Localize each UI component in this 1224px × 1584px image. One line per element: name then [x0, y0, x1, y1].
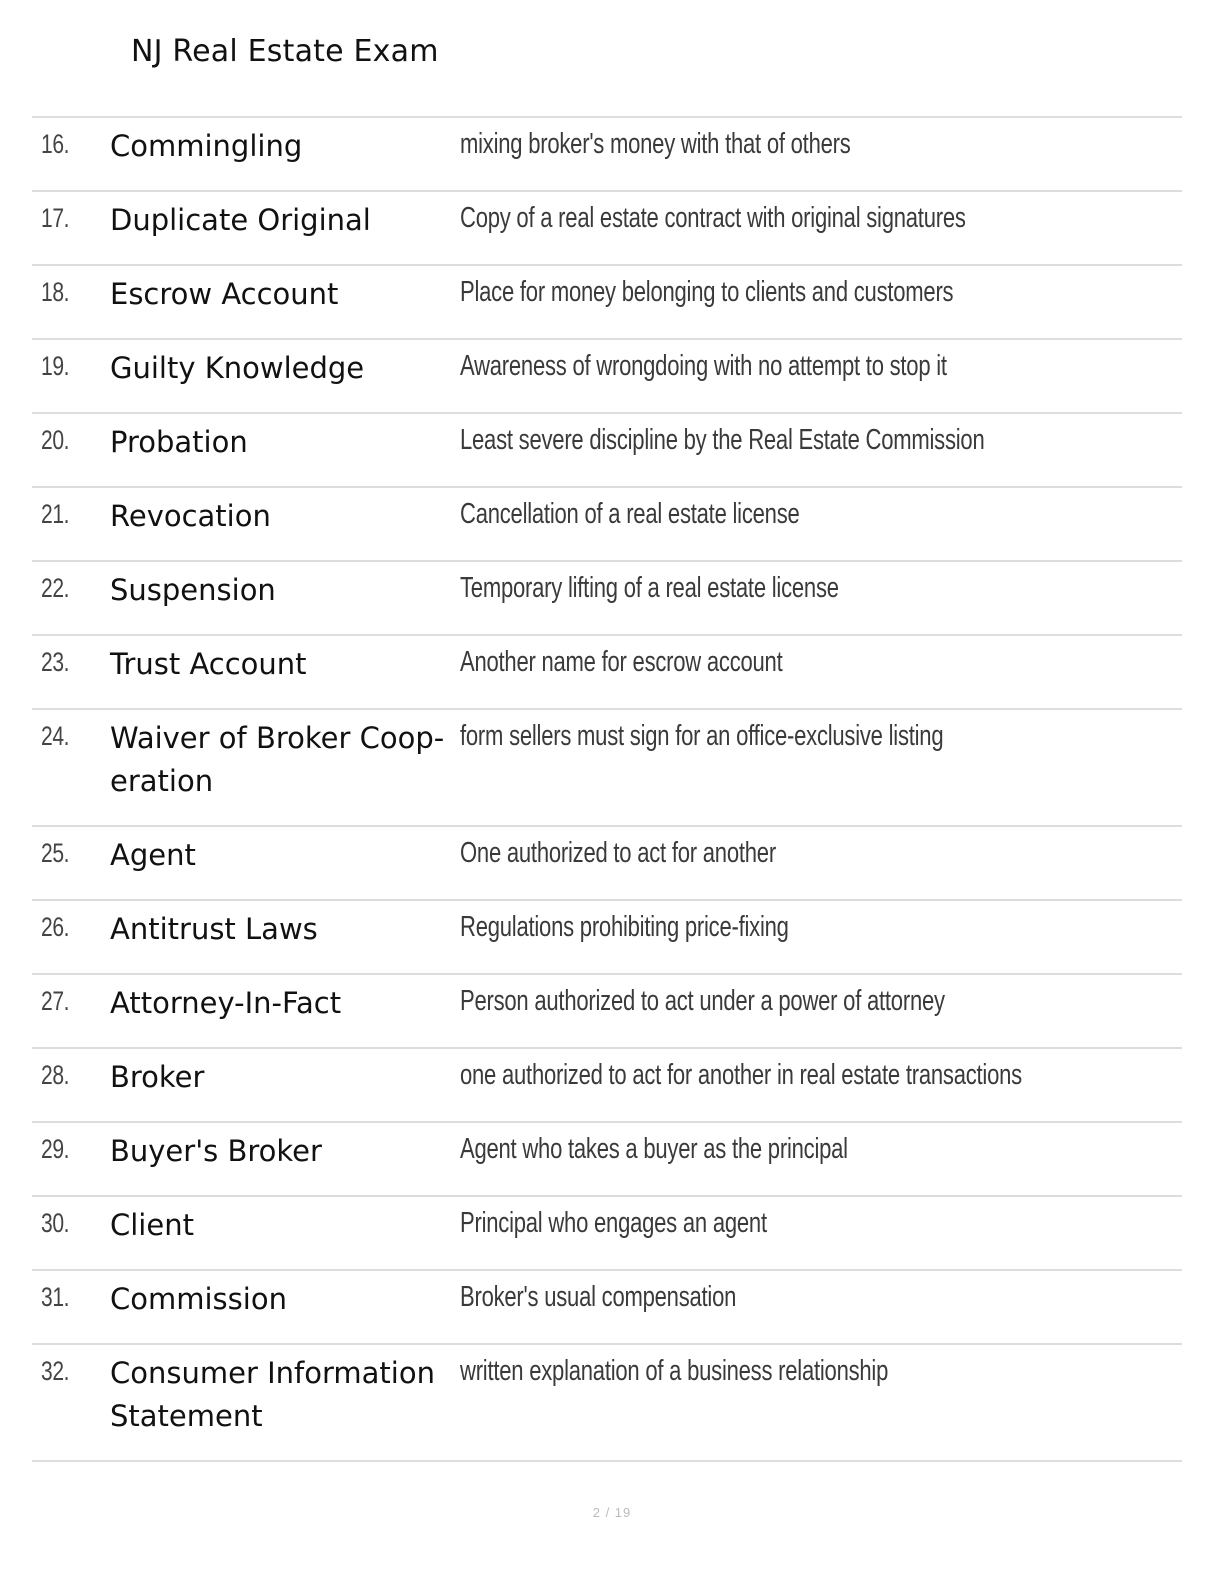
term-row	[32, 710, 1182, 827]
term-row	[32, 1271, 1182, 1345]
term-number: 18.	[41, 277, 70, 307]
page-title: NJ Real Estate Exam	[131, 34, 439, 69]
term-row	[32, 827, 1182, 901]
term-definition: Person authorized to act under a power of attorney	[460, 985, 945, 1017]
term-definition: Least severe discipline by the Real Estate Commission	[460, 424, 985, 456]
term-number: 19.	[41, 351, 70, 381]
term-definition: Awareness of wrongdoing with no attempt to stop it	[460, 350, 947, 382]
term-row	[32, 118, 1182, 192]
term-row	[32, 414, 1182, 488]
term-title: Buyer's Broker	[110, 1134, 322, 1168]
term-definition: Agent who takes a buyer as the principal	[460, 1133, 848, 1165]
term-title: Probation	[110, 425, 248, 459]
term-title: Attorney-In-Fact	[110, 986, 342, 1020]
term-definition: One authorized to act for another	[460, 837, 776, 869]
term-row	[32, 488, 1182, 562]
term-row	[32, 1123, 1182, 1197]
term-number: 20.	[41, 425, 70, 455]
term-number: 29.	[41, 1134, 70, 1164]
term-row	[32, 636, 1182, 710]
term-definition: Broker's usual compensation	[460, 1281, 737, 1313]
term-row	[32, 1049, 1182, 1123]
term-number: 25.	[41, 838, 70, 868]
term-definition: Regulations prohibiting price-fixing	[460, 911, 789, 943]
term-number: 26.	[41, 912, 70, 942]
term-number: 31.	[41, 1282, 70, 1312]
term-row	[32, 1197, 1182, 1271]
term-row	[32, 562, 1182, 636]
term-definition: written explanation of a business relationship	[460, 1355, 889, 1387]
term-definition: Place for money belonging to clients and customers	[460, 276, 954, 308]
term-definition: form sellers must sign for an office-exclusive listing	[460, 720, 944, 752]
term-title: Guilty Knowledge	[110, 351, 365, 385]
term-number: 17.	[41, 203, 70, 233]
term-number: 16.	[41, 129, 70, 159]
term-number: 22.	[41, 573, 70, 603]
term-definition: Temporary lifting of a real estate license	[460, 572, 839, 604]
term-number: 24.	[41, 721, 70, 751]
term-number: 23.	[41, 647, 70, 677]
term-list	[32, 116, 1182, 1462]
term-title: Escrow Account	[110, 277, 339, 311]
term-number: 27.	[41, 986, 70, 1016]
term-title: Duplicate Original	[110, 203, 371, 237]
term-title: Trust Account	[110, 647, 307, 681]
page-number: 2 / 19	[592, 1505, 632, 1520]
term-number: 30.	[41, 1208, 70, 1238]
term-title: Commingling	[110, 129, 303, 163]
term-title: Commission	[110, 1282, 287, 1316]
term-definition: Principal who engages an agent	[460, 1207, 767, 1239]
term-title: Revocation	[110, 499, 271, 533]
term-definition: Another name for escrow account	[460, 646, 783, 678]
term-number: 32.	[41, 1356, 70, 1386]
term-title: Broker	[110, 1060, 205, 1094]
term-title: Waiver of Broker Coop-eration	[110, 721, 445, 798]
term-row	[32, 192, 1182, 266]
term-number: 21.	[41, 499, 70, 529]
term-title: Suspension	[110, 573, 276, 607]
term-definition: one authorized to act for another in real estate transactions	[460, 1059, 1022, 1091]
term-row	[32, 266, 1182, 340]
term-row	[32, 340, 1182, 414]
term-row	[32, 901, 1182, 975]
term-row	[32, 975, 1182, 1049]
term-number: 28.	[41, 1060, 70, 1090]
term-title: Agent	[110, 838, 196, 872]
term-row	[32, 1345, 1182, 1462]
term-title: Consumer Information Statement	[110, 1356, 435, 1433]
term-title: Antitrust Laws	[110, 912, 318, 946]
term-title: Client	[110, 1208, 194, 1242]
term-definition: Copy of a real estate contract with original signatures	[460, 202, 966, 234]
term-definition: mixing broker's money with that of others	[460, 128, 851, 160]
term-definition: Cancellation of a real estate license	[460, 498, 800, 530]
